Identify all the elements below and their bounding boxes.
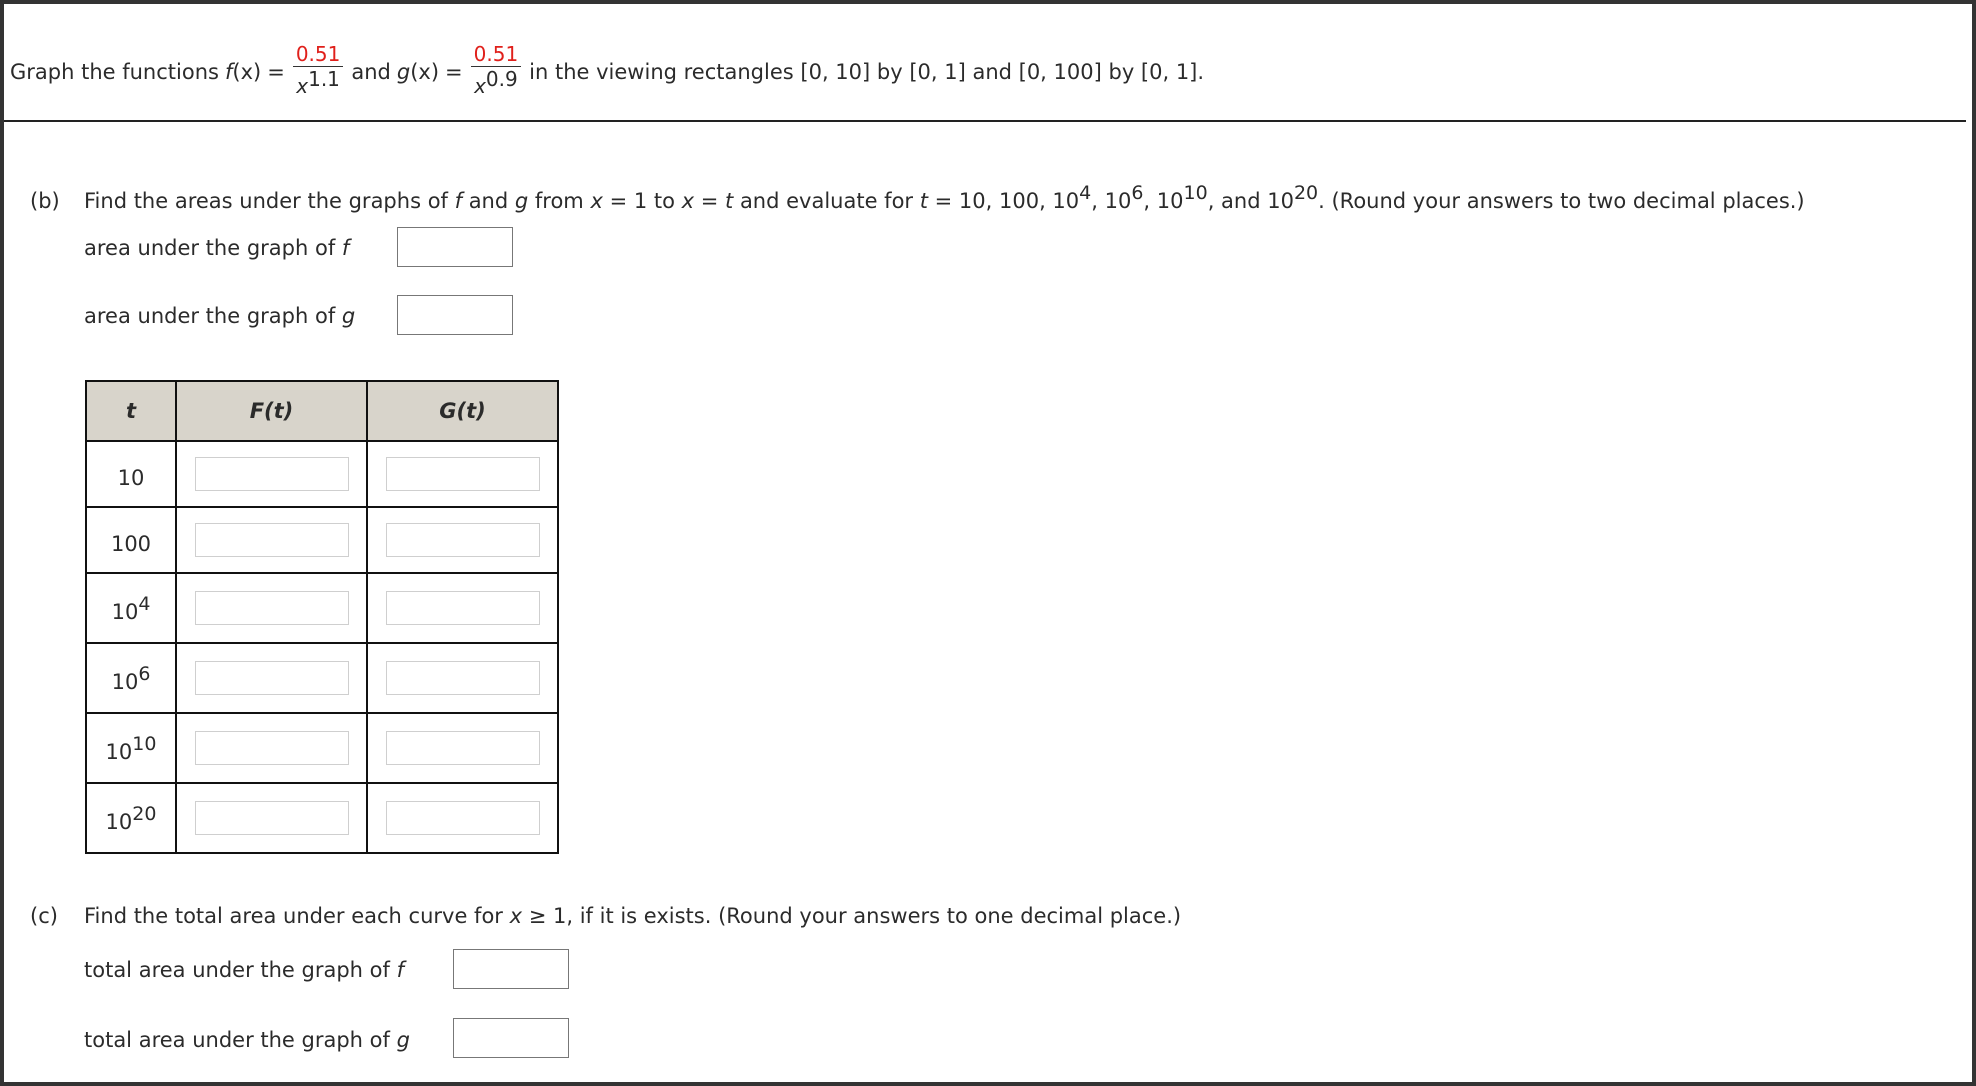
total-f-input[interactable]	[453, 949, 569, 989]
g-denominator: $x^{0.9}$	[471, 66, 521, 98]
table-row	[86, 643, 558, 713]
part-b-label: (b)	[30, 189, 60, 213]
G-input[interactable]	[386, 801, 540, 835]
area-g-input[interactable]	[397, 295, 513, 335]
F-input[interactable]	[195, 731, 349, 765]
f-denominator: $x^{1.1}$	[293, 66, 343, 98]
f-numerator: 0.51	[295, 42, 341, 66]
F-input[interactable]	[195, 801, 349, 835]
f-fraction	[293, 42, 344, 98]
G-input[interactable]	[386, 457, 540, 491]
G-input[interactable]	[386, 661, 540, 695]
table-row	[86, 573, 558, 643]
table-row	[86, 713, 558, 783]
area-g-label: area under the graph of g	[84, 304, 356, 328]
total-f-label: total area under the graph of f	[84, 958, 404, 982]
table-row	[86, 441, 558, 507]
area-f-input[interactable]	[397, 227, 513, 267]
t-value: 10	[86, 441, 176, 507]
F-input[interactable]	[195, 457, 349, 491]
total-g-input[interactable]	[453, 1018, 569, 1058]
F-input[interactable]	[195, 591, 349, 625]
area-f-label: area under the graph of f	[84, 236, 350, 260]
problem-header	[4, 4, 1966, 122]
header-t: t	[86, 381, 176, 441]
header-G: G(t)	[367, 381, 558, 441]
header-F: F(t)	[176, 381, 367, 441]
table-row	[86, 783, 558, 853]
G-input[interactable]	[386, 731, 540, 765]
t-value: $10^{20}$	[86, 783, 176, 853]
part-c-label: (c)	[30, 904, 58, 928]
part-c-question: (c) Find the total area under each curve for x ≥ 1, if it is exists. (Round your answers to one decimal place.)	[30, 904, 1182, 928]
table-header-row	[86, 381, 558, 441]
total-g-label: total area under the graph of g	[84, 1028, 410, 1052]
t-value: $10^4$	[86, 573, 176, 643]
t-value: $10^{10}$	[86, 713, 176, 783]
values-table	[85, 380, 559, 854]
G-input[interactable]	[386, 523, 540, 557]
t-value: 100	[86, 507, 176, 573]
problem-statement: Graph the functions f (x) = $\frac{0.51}{x^{1.1}}$ and g (x) = $\frac{0.51}{x^{0.9}}$ in the viewing rectangles [0, 10] by [0, 1] and [0, 100] by [0, 1].	[10, 42, 1205, 98]
t-value: $10^6$	[86, 643, 176, 713]
g-numerator: 0.51	[473, 42, 519, 66]
F-input[interactable]	[195, 661, 349, 695]
F-input[interactable]	[195, 523, 349, 557]
G-input[interactable]	[386, 591, 540, 625]
g-fraction	[471, 42, 522, 98]
table-row	[86, 507, 558, 573]
part-b-question: (b) Find the areas under the graphs of f and g from x = 1 to x = t and evaluate for t = 10, 100, $10^4$, $10^6$, $10^{10}$, and $10^{20}$. (Round your answers to two decimal places.)	[30, 182, 1805, 213]
